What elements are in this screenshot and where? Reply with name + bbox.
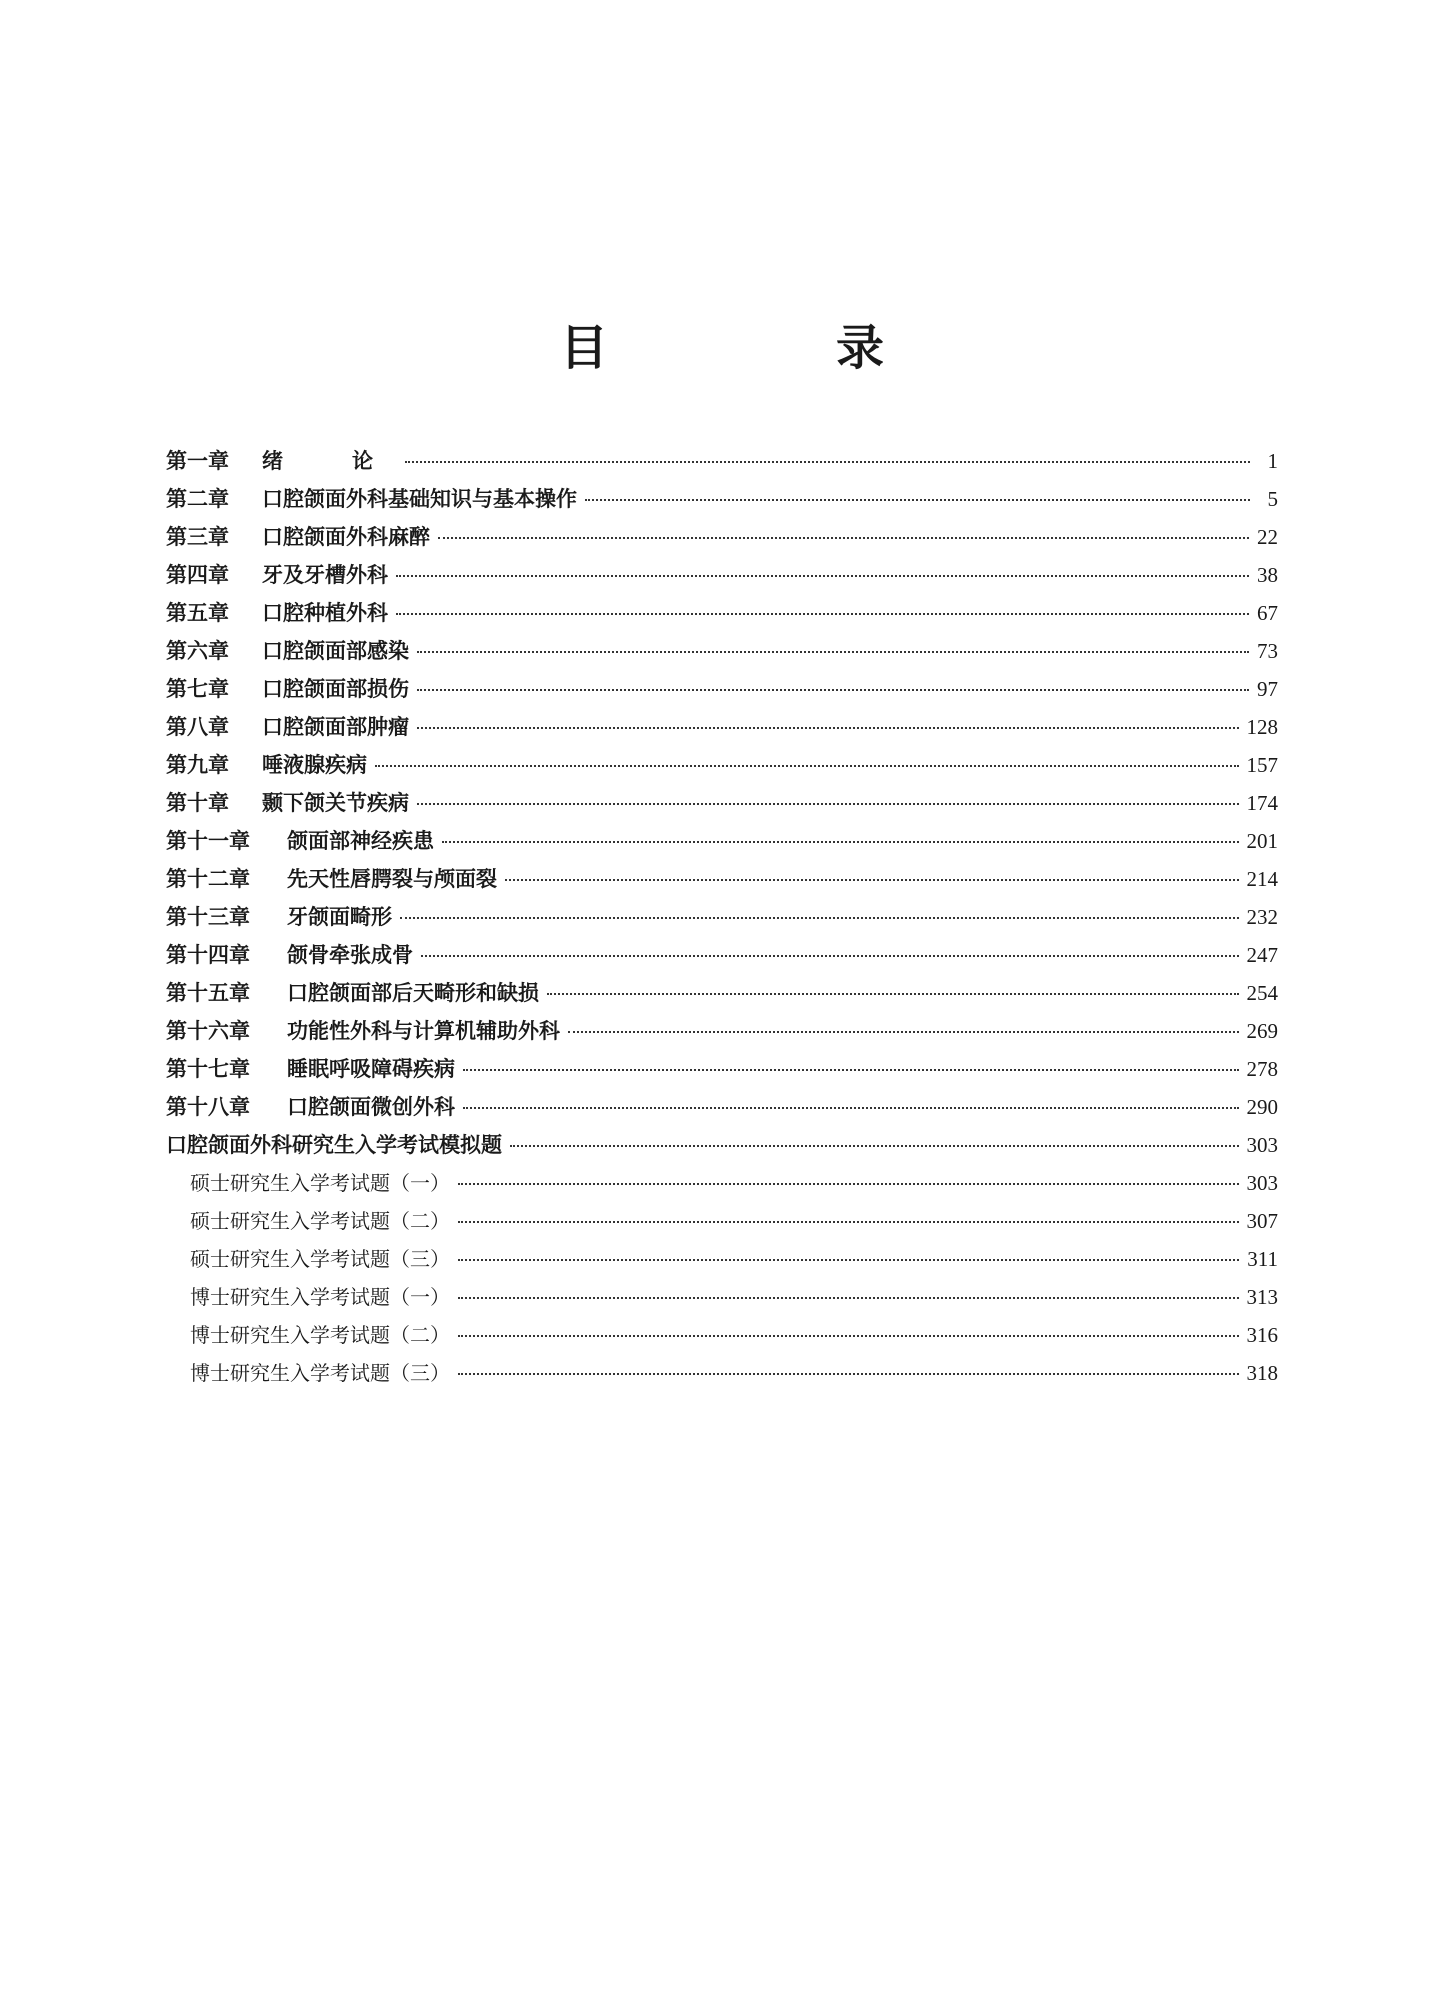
dot-leader bbox=[505, 878, 1239, 881]
entry-title: 牙颌面畸形 bbox=[287, 905, 392, 929]
dot-leader bbox=[438, 536, 1249, 539]
dot-leader bbox=[417, 726, 1239, 729]
page-number: 38 bbox=[1257, 563, 1278, 587]
toc-subentry[interactable] bbox=[166, 1316, 1278, 1354]
dot-leader bbox=[442, 840, 1239, 843]
page-number: 201 bbox=[1246, 829, 1278, 853]
toc-chapter[interactable] bbox=[166, 746, 1278, 784]
entry-title: 口腔颌面部感染 bbox=[262, 639, 409, 663]
dot-leader bbox=[458, 1220, 1239, 1223]
entry-title: 先天性唇腭裂与颅面裂 bbox=[287, 867, 497, 891]
toc-chapter[interactable] bbox=[166, 784, 1278, 822]
toc-chapter[interactable] bbox=[166, 480, 1278, 518]
toc-subentry[interactable] bbox=[166, 1202, 1278, 1240]
page-number: 232 bbox=[1246, 905, 1278, 929]
page-number: 254 bbox=[1246, 981, 1278, 1005]
toc-chapter[interactable] bbox=[166, 1012, 1278, 1050]
dot-leader bbox=[568, 1030, 1239, 1033]
entry-title: 硕士研究生入学考试题（二） bbox=[190, 1209, 450, 1233]
entry-title: 硕士研究生入学考试题（一） bbox=[190, 1171, 450, 1195]
page-number: 303 bbox=[1246, 1171, 1278, 1195]
dot-leader bbox=[396, 612, 1249, 615]
dot-leader bbox=[417, 688, 1249, 691]
table-of-contents bbox=[166, 442, 1278, 1392]
entry-title: 博士研究生入学考试题（三） bbox=[190, 1361, 450, 1385]
toc-chapter[interactable] bbox=[166, 556, 1278, 594]
page-number: 1 bbox=[1267, 449, 1278, 473]
page-number: 174 bbox=[1246, 791, 1278, 815]
dot-leader bbox=[417, 650, 1249, 653]
chapter-number: 第十四章 bbox=[166, 943, 250, 967]
dot-leader bbox=[421, 954, 1239, 957]
toc-chapter[interactable] bbox=[166, 670, 1278, 708]
toc-chapter[interactable] bbox=[166, 860, 1278, 898]
page-number: 290 bbox=[1246, 1095, 1278, 1119]
chapter-number: 第一章 bbox=[166, 449, 229, 473]
toc-subentry[interactable] bbox=[166, 1354, 1278, 1392]
chapter-number: 第十五章 bbox=[166, 981, 250, 1005]
page-number: 214 bbox=[1246, 867, 1278, 891]
entry-title: 口腔种植外科 bbox=[262, 601, 388, 625]
page-number: 97 bbox=[1257, 677, 1278, 701]
entry-title: 睡眠呼吸障碍疾病 bbox=[287, 1057, 455, 1081]
entry-title: 口腔颌面部后天畸形和缺损 bbox=[287, 981, 539, 1005]
toc-chapter[interactable] bbox=[166, 594, 1278, 632]
entry-title: 口腔颌面部损伤 bbox=[262, 677, 409, 701]
toc-chapter[interactable] bbox=[166, 518, 1278, 556]
toc-chapter[interactable] bbox=[166, 822, 1278, 860]
dot-leader bbox=[400, 916, 1239, 919]
dot-leader bbox=[396, 574, 1249, 577]
entry-title: 口腔颌面外科研究生入学考试模拟题 bbox=[166, 1133, 502, 1157]
page-number: 307 bbox=[1246, 1209, 1278, 1233]
chapter-number: 第二章 bbox=[166, 487, 229, 511]
toc-chapter[interactable] bbox=[166, 632, 1278, 670]
page-number: 67 bbox=[1257, 601, 1278, 625]
page-number: 313 bbox=[1246, 1285, 1278, 1309]
dot-leader bbox=[458, 1372, 1239, 1375]
dot-leader bbox=[458, 1182, 1239, 1185]
dot-leader bbox=[458, 1258, 1239, 1261]
toc-subentry[interactable] bbox=[166, 1278, 1278, 1316]
page-number: 269 bbox=[1246, 1019, 1278, 1043]
entry-title: 颌骨牵张成骨 bbox=[287, 943, 413, 967]
chapter-number: 第五章 bbox=[166, 601, 229, 625]
page-number: 157 bbox=[1246, 753, 1278, 777]
entry-title: 口腔颌面外科基础知识与基本操作 bbox=[262, 487, 577, 511]
entry-title: 唾液腺疾病 bbox=[262, 753, 367, 777]
dot-leader bbox=[463, 1068, 1239, 1071]
page-number: 128 bbox=[1246, 715, 1278, 739]
toc-chapter[interactable] bbox=[166, 898, 1278, 936]
entry-title: 绪 论 bbox=[262, 449, 397, 473]
entry-title: 口腔颌面部肿瘤 bbox=[262, 715, 409, 739]
chapter-number: 第十二章 bbox=[166, 867, 250, 891]
dot-leader bbox=[458, 1296, 1239, 1299]
chapter-number: 第六章 bbox=[166, 639, 229, 663]
chapter-number: 第八章 bbox=[166, 715, 229, 739]
chapter-number: 第九章 bbox=[166, 753, 229, 777]
page-number: 316 bbox=[1246, 1323, 1278, 1347]
chapter-number: 第四章 bbox=[166, 563, 229, 587]
toc-subentry[interactable] bbox=[166, 1240, 1278, 1278]
chapter-number: 第十六章 bbox=[166, 1019, 250, 1043]
toc-chapter[interactable] bbox=[166, 442, 1278, 480]
dot-leader bbox=[417, 802, 1239, 805]
page-number: 5 bbox=[1267, 487, 1278, 511]
chapter-number: 第七章 bbox=[166, 677, 229, 701]
page-number: 303 bbox=[1246, 1133, 1278, 1157]
entry-title: 博士研究生入学考试题（一） bbox=[190, 1285, 450, 1309]
page-number: 278 bbox=[1246, 1057, 1278, 1081]
toc-section[interactable] bbox=[166, 1126, 1278, 1164]
toc-chapter[interactable] bbox=[166, 1050, 1278, 1088]
entry-title: 功能性外科与计算机辅助外科 bbox=[287, 1019, 560, 1043]
dot-leader bbox=[405, 460, 1250, 463]
entry-title: 牙及牙槽外科 bbox=[262, 563, 388, 587]
entry-title: 博士研究生入学考试题（二） bbox=[190, 1323, 450, 1347]
toc-chapter[interactable] bbox=[166, 936, 1278, 974]
dot-leader bbox=[585, 498, 1250, 501]
page-number: 73 bbox=[1257, 639, 1278, 663]
page-number: 311 bbox=[1247, 1247, 1278, 1271]
dot-leader bbox=[510, 1144, 1239, 1147]
toc-chapter[interactable] bbox=[166, 974, 1278, 1012]
chapter-number: 第三章 bbox=[166, 525, 229, 549]
entry-title: 颞下颌关节疾病 bbox=[262, 791, 409, 815]
dot-leader bbox=[463, 1106, 1239, 1109]
dot-leader bbox=[458, 1334, 1239, 1337]
toc-chapter[interactable] bbox=[166, 708, 1278, 746]
entry-title: 口腔颌面微创外科 bbox=[287, 1095, 455, 1119]
page-title: 目 录 bbox=[559, 320, 974, 376]
page-number: 22 bbox=[1257, 525, 1278, 549]
chapter-number: 第十一章 bbox=[166, 829, 250, 853]
page-number: 247 bbox=[1246, 943, 1278, 967]
toc-chapter[interactable] bbox=[166, 1088, 1278, 1126]
dot-leader bbox=[375, 764, 1239, 767]
entry-title: 硕士研究生入学考试题（三） bbox=[190, 1247, 450, 1271]
dot-leader bbox=[547, 992, 1239, 995]
chapter-number: 第十三章 bbox=[166, 905, 250, 929]
chapter-number: 第十八章 bbox=[166, 1095, 250, 1119]
toc-subentry[interactable] bbox=[166, 1164, 1278, 1202]
page-number: 318 bbox=[1246, 1361, 1278, 1385]
chapter-number: 第十七章 bbox=[166, 1057, 250, 1081]
entry-title: 口腔颌面外科麻醉 bbox=[262, 525, 430, 549]
entry-title: 颌面部神经疾患 bbox=[287, 829, 434, 853]
chapter-number: 第十章 bbox=[166, 791, 229, 815]
